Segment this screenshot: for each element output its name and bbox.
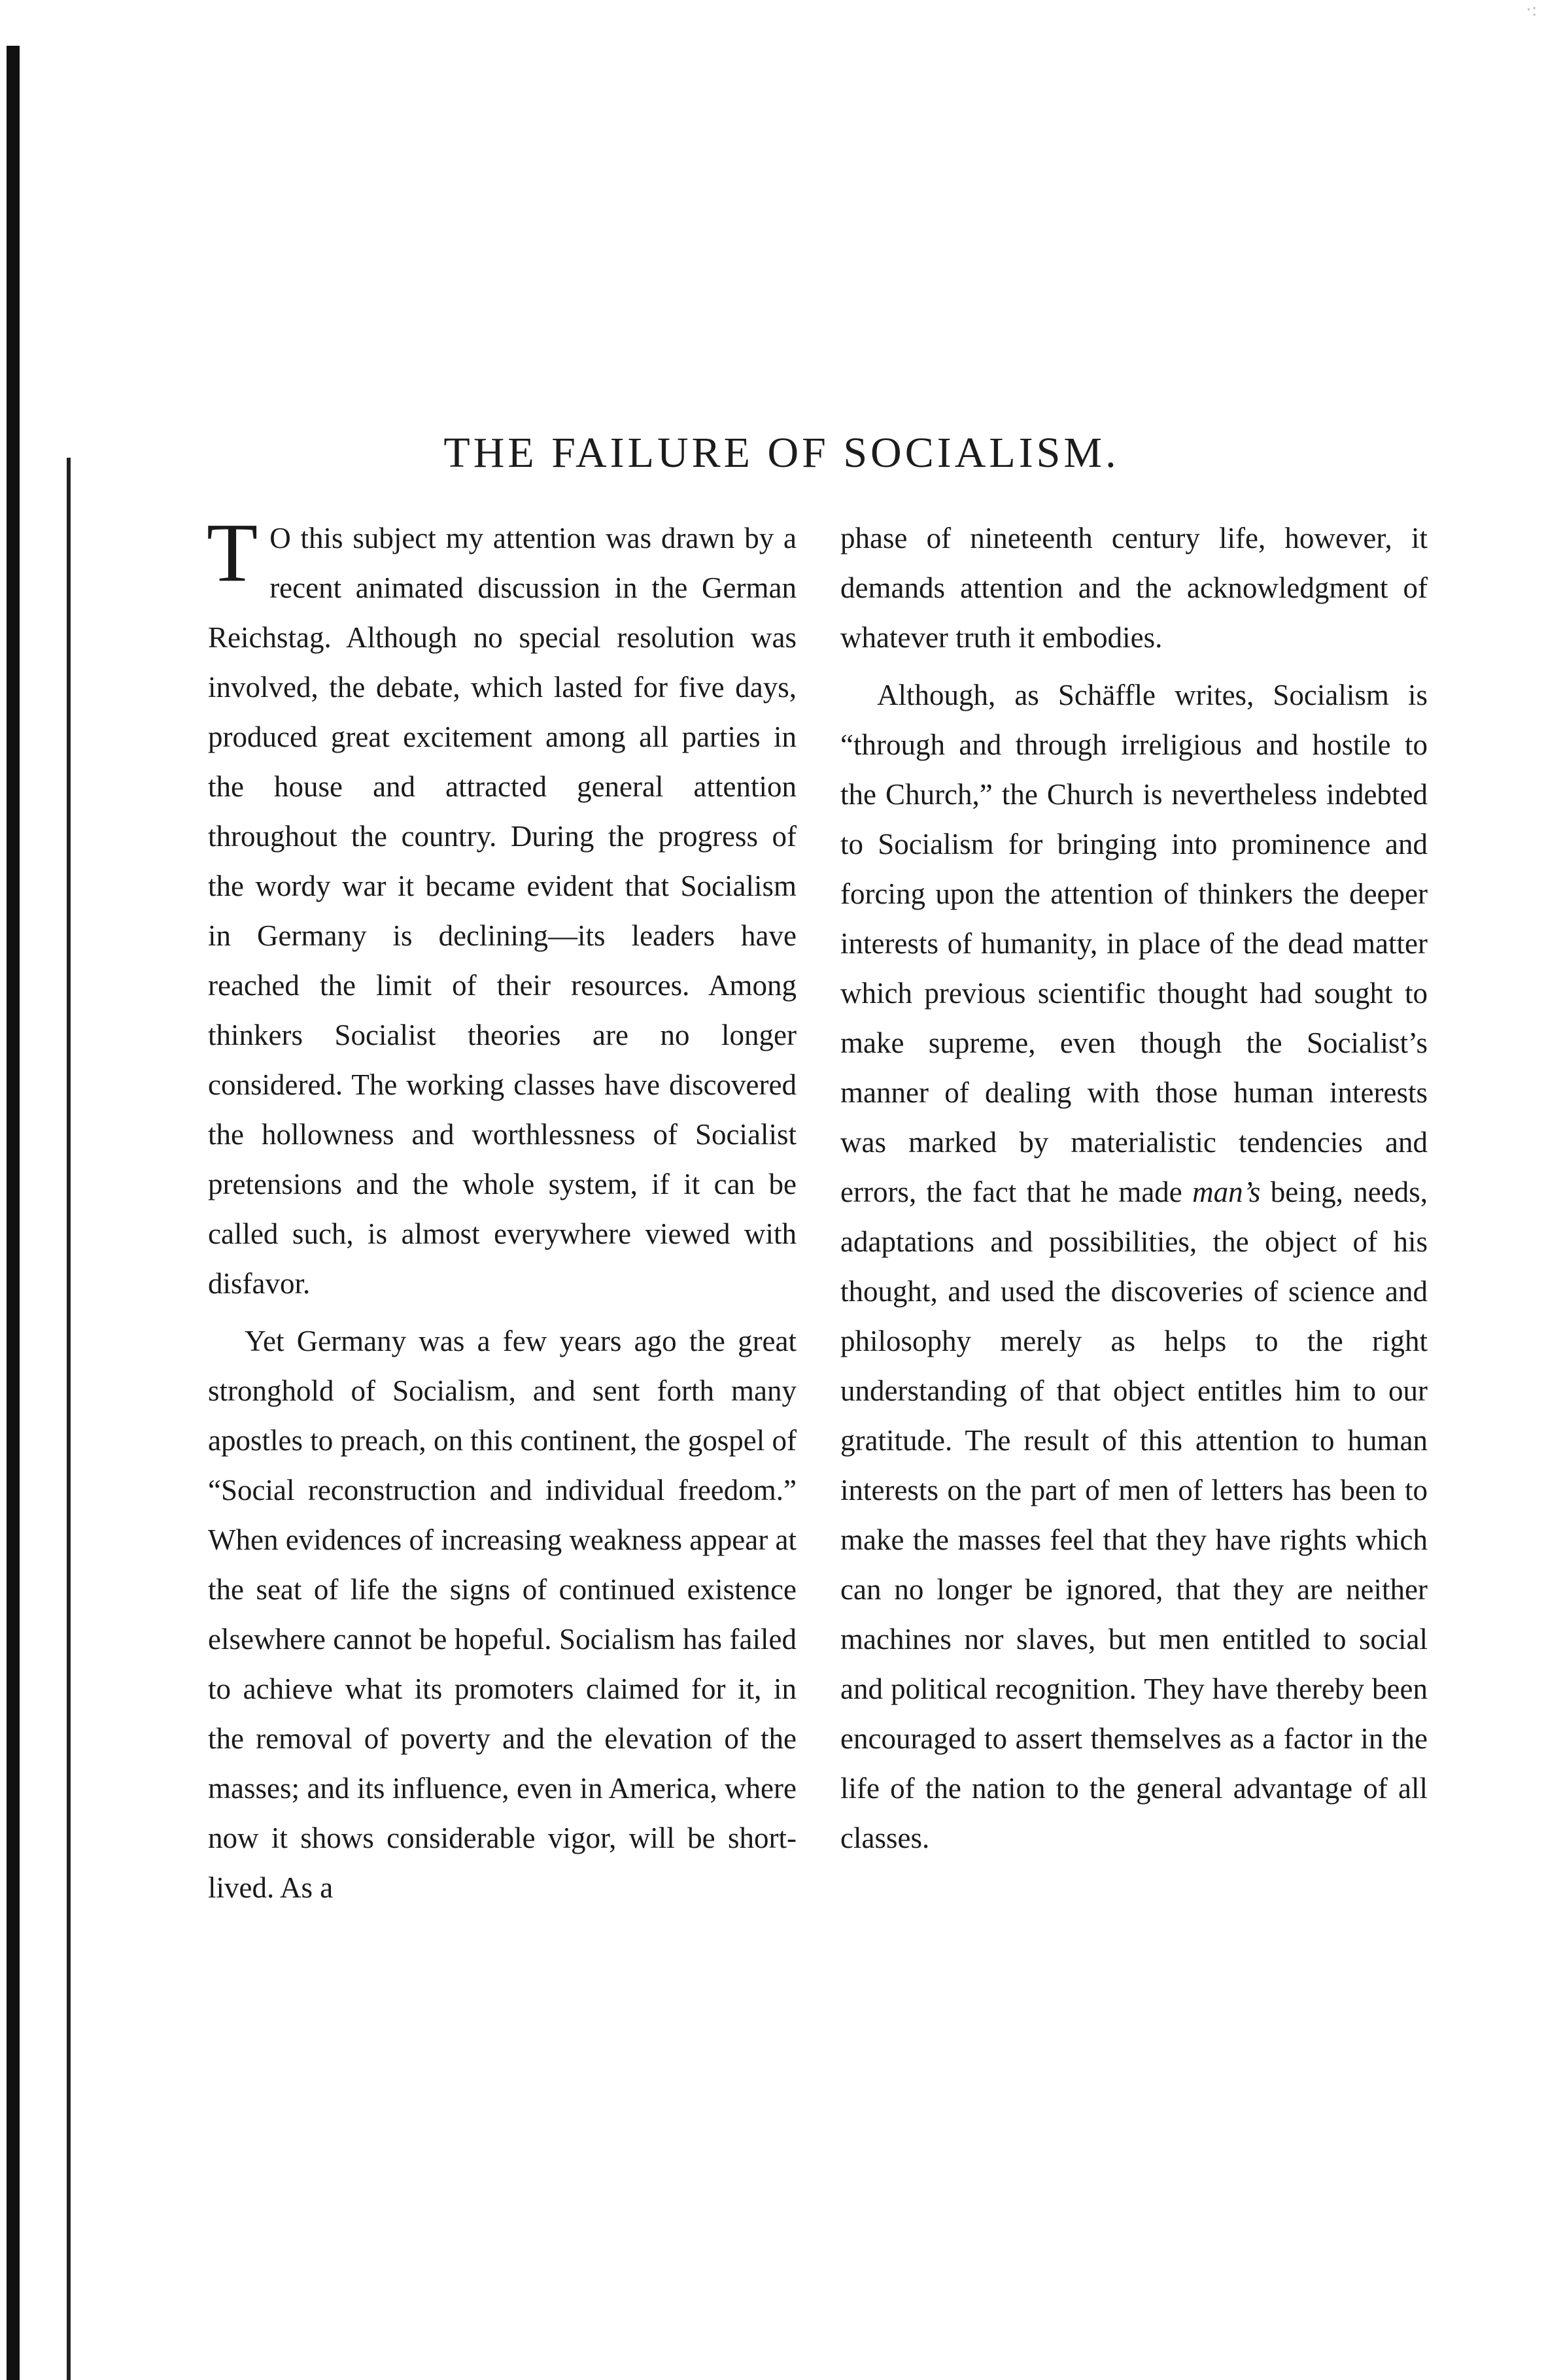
- paragraph-1-text: O this subject my attention was drawn by a recent animated discussion in the German Reichstag. Although no special resolution was involved, the debate, which lasted for five days, produced great excitement among all parties in the house and attracted general attention throughout the country. During the progress of the wordy war it became evident that Socialism in Germany is declining—its leaders have reached the limit of their resources. Among thinkers Socialist theories are no longer considered. The working classes have discovered the hollowness and worthlessness of Socialist pretensions and the whole system, if it can be called such, is almost everywhere viewed with disfavor.: [208, 522, 797, 1300]
- scan-corner-mark: ·:: [1525, 0, 1537, 20]
- paragraph-3: phase of nineteenth century life, however, it demands attention and the acknowledgment of whatever truth it embodies.: [840, 522, 1428, 654]
- left-column: [207, 506, 797, 1912]
- paragraph-2: Yet Germany was a few years ago the great stronghold of Socialism, and sent forth many apostles to preach, on this continent, the gospel of “Social reconstruction and individual freedom.” When evidences of increasing weakness appear at the seat of life the signs of continued existence elsewhere cannot be hopeful. Socialism has failed to achieve what its promoters claimed for it, in the removal of poverty and the elevation of the masses; and its influence, even in America, where now it shows considerable vigor, will be short-lived. As a: [208, 1325, 797, 1904]
- paragraph-1: [207, 506, 797, 1308]
- paragraph-4-italic: man’s: [1192, 1176, 1261, 1208]
- page-gutter-line: [67, 458, 71, 2380]
- paragraph-4: [840, 670, 1428, 1863]
- right-column: [840, 513, 1428, 1863]
- paragraph-4-text-b: being, needs, adaptations and possibilities, the object of his thought, and used the discoveries of science and philosophy merely as helps to the right understanding of that object entitles him to our gratitude. The result of this attention to human interests on the part of men of letters has been to make the masses feel that they have rights which can no longer be ignored, that they are neither machines nor slaves, but men entitled to social and political recognition. They have thereby been encouraged to assert themselves as a factor in the life of the nation to the general advantage of all classes.: [840, 1176, 1428, 1854]
- paragraph-4-text-a: Although, as Schäffle writes, Socialism is “through and through irreligious and hostile to the Church,” the Church is nevertheless indebted to Socialism for bringing into prominence and forcing upon the attention of thinkers the deeper interests of humanity, in place of the dead matter which previous scientific thought had sought to make supreme, even though the Socialist’s manner of dealing with those human interests was marked by materialistic tendencies and errors, the fact that he made: [840, 679, 1428, 1208]
- page-title: THE FAILURE OF SOCIALISM.: [443, 429, 1120, 477]
- drop-cap: T: [207, 506, 258, 599]
- binding-edge: [7, 46, 20, 2380]
